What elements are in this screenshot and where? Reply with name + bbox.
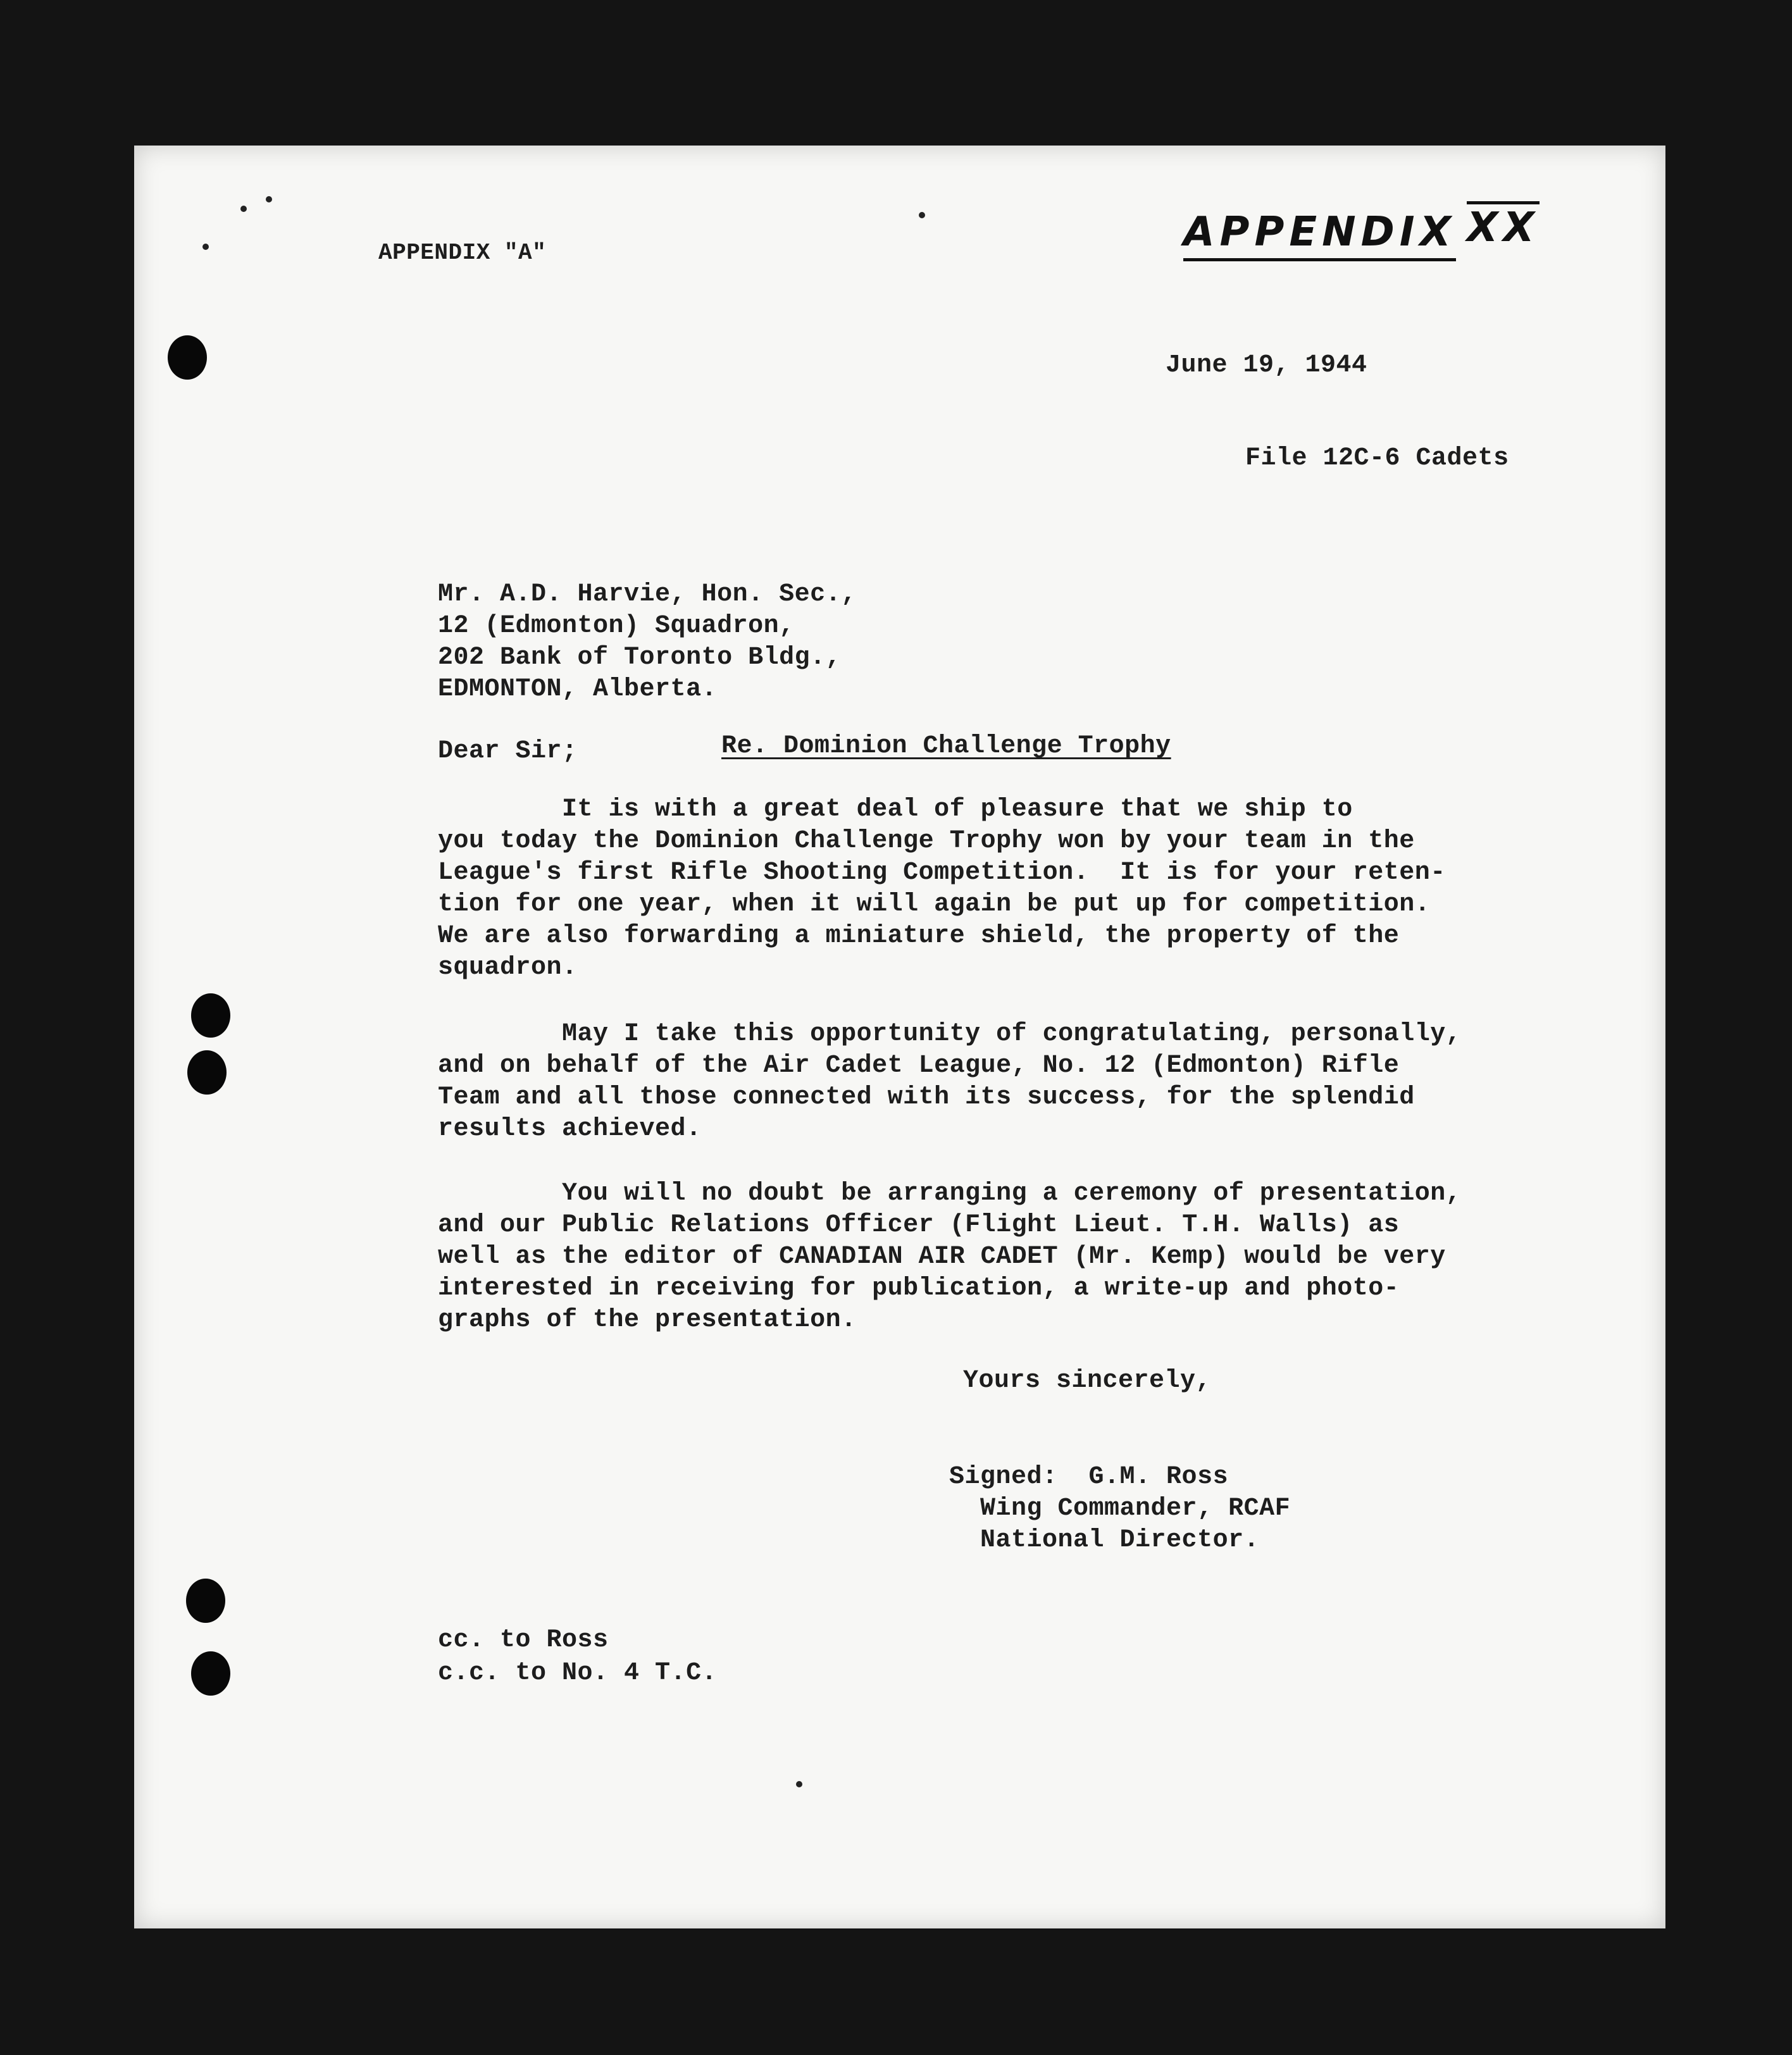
paragraph-line: You will no doubt be arranging a ceremony of presentation, [438,1179,1462,1208]
paragraph-line: results achieved. [438,1115,702,1143]
paragraph-line: and our Public Relations Officer (Flight Lieut. T.H. Walls) as [438,1211,1400,1239]
paragraph-line: interested in receiving for publication, a write-up and photo- [438,1274,1400,1303]
punch-hole [187,1050,227,1095]
ink-speck [919,212,925,218]
paragraph-line: you today the Dominion Challenge Trophy won by your team in the [438,827,1415,855]
salutation: Dear Sir; [438,737,578,766]
paragraph-line: League's first Rifle Shooting Competition. It is for your reten- [438,859,1446,887]
ink-speck [796,1781,802,1787]
punch-hole [168,335,207,380]
paragraph-1 [438,794,1526,984]
paragraph-line: tion for one year, when it will again be put up for competition. [438,890,1431,919]
paragraph-3 [438,1178,1526,1336]
paragraph-line: squadron. [438,953,578,982]
address-line: 202 Bank of Toronto Bldg., [438,643,842,672]
handwritten-appendix-label: APPENDIX [1183,209,1456,261]
address-line: EDMONTON, Alberta. [438,675,718,704]
paragraph-line: and on behalf of the Air Cadet League, No. 12 (Edmonton) Rifle [438,1052,1400,1080]
address-line: Mr. A.D. Harvie, Hon. Sec., [438,580,857,609]
subject-line: Re. Dominion Challenge Trophy [721,732,1171,761]
ink-speck [202,244,209,250]
cc-line: cc. to Ross [438,1626,609,1655]
address-line: 12 (Edmonton) Squadron, [438,612,795,640]
paragraph-line: We are also forwarding a miniature shield, the property of the [438,922,1400,950]
ink-speck [266,196,272,202]
paragraph-2 [438,1019,1526,1145]
signature-line: Wing Commander, RCAF [949,1494,1291,1523]
ink-speck [240,206,247,212]
typed-appendix-label: APPENDIX "A" [378,240,547,266]
punch-hole [186,1579,225,1623]
closing: Yours sincerely, [963,1367,1212,1395]
handwritten-appendix-number: XX [1467,201,1540,251]
paragraph-line: May I take this opportunity of congratulating, personally, [438,1020,1462,1048]
signature-line: Signed: G.M. Ross [949,1463,1229,1491]
paragraph-line: graphs of the presentation. [438,1306,857,1334]
signature-line: National Director. [949,1526,1260,1555]
punch-hole [191,1651,230,1696]
cc-line: c.c. to No. 4 T.C. [438,1659,718,1687]
punch-hole [191,993,230,1038]
paragraph-line: Team and all those connected with its success, for the splendid [438,1083,1415,1112]
letter-date: June 19, 1944 [1166,351,1367,380]
paragraph-line: well as the editor of CANADIAN AIR CADET (Mr. Kemp) would be very [438,1243,1446,1271]
paragraph-line: It is with a great deal of pleasure that we ship to [438,795,1353,824]
file-reference: File 12C-6 Cadets [1245,444,1509,473]
